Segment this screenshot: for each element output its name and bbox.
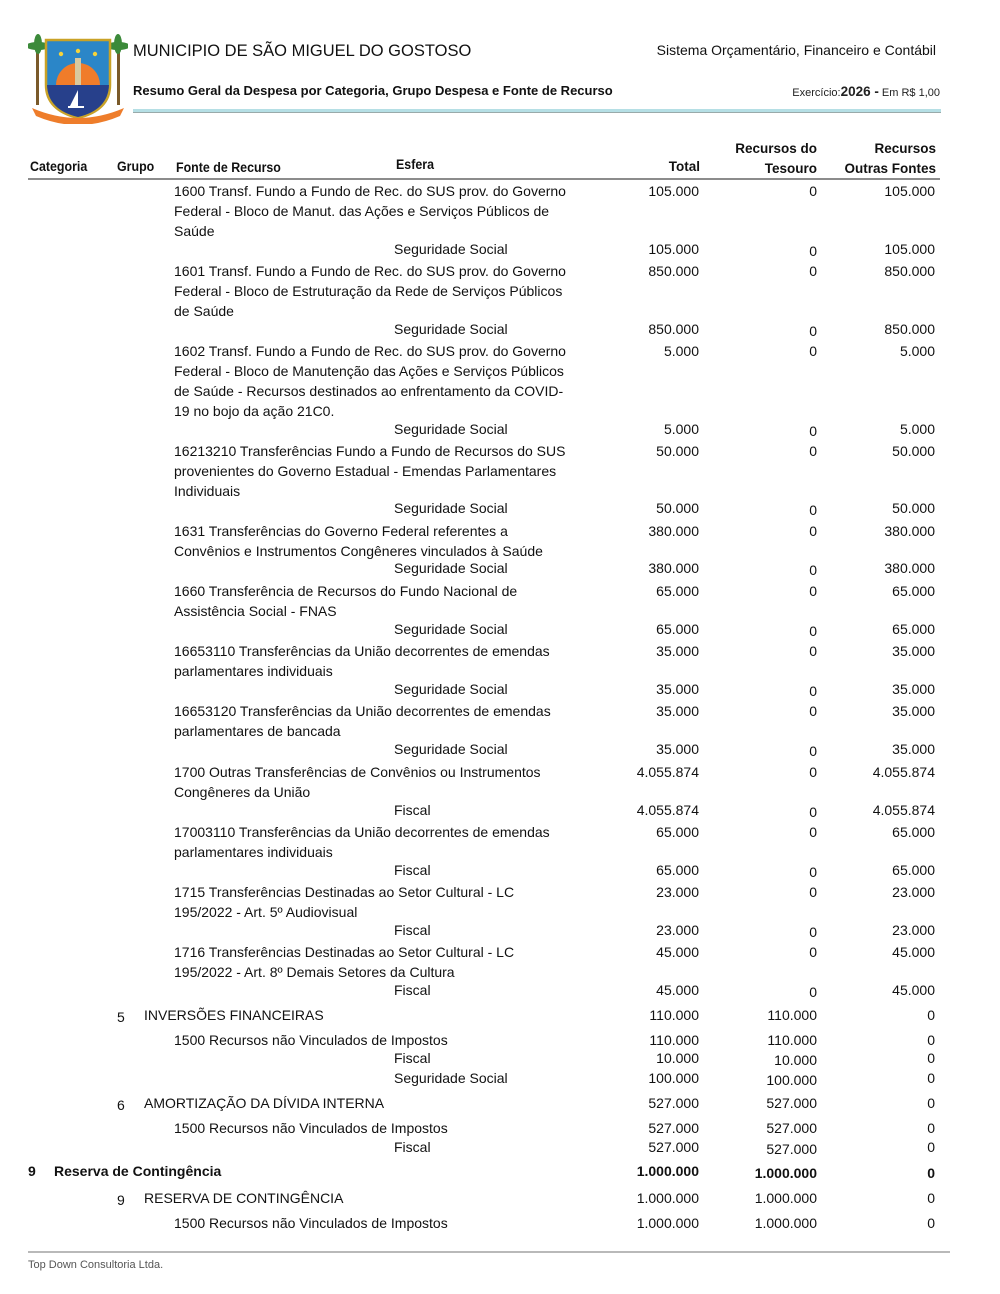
outras-value: 5.000 [899, 343, 935, 359]
total-value: 380.000 [648, 560, 699, 576]
outras-value: 4.055.874 [872, 802, 935, 818]
outras-value: 850.000 [884, 263, 935, 279]
total-value: 50.000 [656, 500, 699, 516]
outras-value: 0 [927, 1165, 935, 1181]
municipal-coat-of-arms-icon [28, 30, 128, 124]
total-value: 35.000 [656, 681, 699, 697]
total-value: 10.000 [656, 1050, 699, 1066]
outras-value: 50.000 [892, 500, 935, 516]
fonte-description: 1716 Transferências Destinadas ao Setor Cultural - LC 195/2022 - Art. 8º Demais Setores da Cultura [174, 944, 515, 980]
fiscal-year-info [792, 84, 940, 99]
outras-value: 35.000 [892, 681, 935, 697]
total-value: 850.000 [648, 321, 699, 337]
esfera-label: Seguridade Social [394, 560, 508, 576]
tesouro-value: 110.000 [767, 1032, 817, 1048]
system-name: Sistema Orçamentário, Financeiro e Contábil [656, 42, 936, 58]
total-value: 23.000 [656, 922, 699, 938]
outras-value: 23.000 [892, 884, 935, 900]
exercicio-year: 2026 - [840, 84, 879, 99]
outras-value: 65.000 [892, 583, 935, 599]
outras-value: 65.000 [892, 862, 935, 878]
outras-value: 0 [927, 1007, 935, 1023]
column-header-fonte: Fonte de Recurso [176, 160, 281, 175]
total-value: 1.000.000 [636, 1215, 699, 1231]
total-value: 45.000 [656, 944, 699, 960]
tesouro-value: 527.000 [766, 1141, 817, 1157]
grupo-name: INVERSÕES FINANCEIRAS [144, 1007, 324, 1023]
fonte-description: 1500 Recursos não Vinculados de Impostos [174, 1032, 448, 1048]
tesouro-value: 0 [809, 864, 817, 880]
total-value: 4.055.874 [636, 764, 699, 780]
report-title: Resumo Geral da Despesa por Categoria, Grupo Despesa e Fonte de Recurso [133, 83, 613, 98]
tesouro-value: 1.000.000 [754, 1165, 817, 1181]
total-value: 527.000 [648, 1120, 699, 1136]
total-value: 65.000 [656, 824, 699, 840]
tesouro-value: 0 [809, 523, 817, 539]
total-value: 527.000 [648, 1095, 699, 1111]
esfera-label: Fiscal [394, 862, 431, 878]
fonte-description: 1631 Transferências do Governo Federal referentes a Convênios e Instrumentos Congêneres vinculados à Saúde [174, 523, 543, 559]
fonte-description: 1602 Transf. Fundo a Fundo de Rec. do SUS prov. do Governo Federal - Bloco de Manutenção das Ações e Serviços Públicos de Saúde - Recursos destinados ao enfrentamento da COVID-19 no bojo da ação 21C0. [174, 343, 566, 419]
tesouro-value: 0 [809, 562, 817, 578]
fonte-description: 16653110 Transferências da União decorrentes de emendas parlamentares individuais [174, 643, 550, 679]
fonte-description: 17003110 Transferências da União decorrentes de emendas parlamentares individuais [174, 824, 550, 860]
outras-value: 0 [927, 1032, 935, 1048]
outras-value: 65.000 [892, 824, 935, 840]
total-value: 50.000 [656, 443, 699, 459]
tesouro-value: 0 [809, 764, 817, 780]
column-header-grupo: Grupo [117, 159, 155, 174]
esfera-label: Seguridade Social [394, 681, 508, 697]
total-value: 1.000.000 [636, 1190, 699, 1206]
tesouro-value: 1.000.000 [754, 1190, 817, 1206]
tesouro-value: 0 [809, 623, 817, 639]
currency-note: Em R$ 1,00 [881, 87, 940, 99]
outras-value: 5.000 [899, 421, 935, 437]
grupo-code: 9 [117, 1192, 125, 1208]
fonte-description: 1700 Outras Transferências de Convênios ou Instrumentos Congêneres da União [174, 764, 541, 800]
tesouro-value: 0 [809, 583, 817, 599]
tesouro-value: 0 [809, 423, 817, 439]
tesouro-value: 527.000 [766, 1120, 817, 1136]
esfera-label: Fiscal [394, 922, 431, 938]
total-value: 850.000 [648, 263, 699, 279]
esfera-label: Fiscal [394, 1139, 431, 1155]
outras-value: 850.000 [884, 321, 935, 337]
column-header-outras-line1: Recursos [874, 141, 936, 156]
tesouro-value: 0 [809, 643, 817, 659]
outras-value: 0 [927, 1070, 935, 1086]
outras-value: 35.000 [892, 703, 935, 719]
fonte-description: 1660 Transferência de Recursos do Fundo Nacional de Assistência Social - FNAS [174, 583, 518, 619]
grupo-code: 6 [117, 1097, 125, 1113]
total-value: 100.000 [648, 1070, 699, 1086]
outras-value: 380.000 [884, 560, 935, 576]
tesouro-value: 0 [809, 683, 817, 699]
fonte-description: 1600 Transf. Fundo a Fundo de Rec. do SUS prov. do Governo Federal - Bloco de Manut. das Ações e Serviços Públicos de Saúde [174, 183, 566, 239]
tesouro-value: 10.000 [774, 1052, 817, 1068]
outras-value: 380.000 [884, 523, 935, 539]
fonte-description: 16653120 Transferências da União decorrentes de emendas parlamentares de bancada [174, 703, 551, 739]
tesouro-value: 0 [809, 703, 817, 719]
tesouro-value: 1.000.000 [754, 1215, 817, 1231]
esfera-label: Fiscal [394, 802, 431, 818]
categoria-name: Reserva de Contingência [54, 1163, 222, 1179]
grupo-name: AMORTIZAÇÃO DA DÍVIDA INTERNA [144, 1095, 385, 1111]
total-value: 105.000 [648, 183, 699, 199]
tesouro-value: 0 [809, 824, 817, 840]
outras-value: 0 [927, 1120, 935, 1136]
grupo-code: 5 [117, 1009, 125, 1025]
column-header-outras-line2: Outras Fontes [844, 161, 936, 176]
tesouro-value: 0 [809, 323, 817, 339]
outras-value: 0 [927, 1215, 935, 1231]
esfera-label: Seguridade Social [394, 500, 508, 516]
footer-divider [28, 1251, 950, 1253]
total-value: 4.055.874 [636, 802, 699, 818]
total-value: 35.000 [656, 643, 699, 659]
outras-value: 35.000 [892, 643, 935, 659]
tesouro-value: 0 [809, 243, 817, 259]
total-value: 45.000 [656, 982, 699, 998]
outras-value: 45.000 [892, 982, 935, 998]
tesouro-value: 0 [809, 743, 817, 759]
fonte-description: 1500 Recursos não Vinculados de Impostos [174, 1120, 448, 1136]
esfera-label: Seguridade Social [394, 621, 508, 637]
column-header-categoria: Categoria [30, 159, 88, 174]
total-value: 65.000 [656, 621, 699, 637]
tesouro-value: 0 [809, 183, 817, 199]
esfera-label: Fiscal [394, 1050, 431, 1066]
total-value: 110.000 [649, 1032, 699, 1048]
tesouro-value: 0 [809, 343, 817, 359]
outras-value: 4.055.874 [872, 764, 935, 780]
outras-value: 35.000 [892, 741, 935, 757]
total-value: 5.000 [663, 343, 699, 359]
outras-value: 50.000 [892, 443, 935, 459]
table-header-divider [28, 178, 940, 180]
outras-value: 65.000 [892, 621, 935, 637]
column-header-tesouro-line2: Tesouro [764, 161, 817, 176]
total-value: 380.000 [648, 523, 699, 539]
total-value: 1.000.000 [636, 1163, 699, 1179]
total-value: 35.000 [656, 741, 699, 757]
footer-company: Top Down Consultoria Ltda. [28, 1259, 164, 1271]
categoria-code: 9 [28, 1163, 36, 1179]
total-value: 65.000 [656, 583, 699, 599]
tesouro-value: 0 [809, 924, 817, 940]
total-value: 23.000 [656, 884, 699, 900]
tesouro-value: 100.000 [766, 1072, 817, 1088]
esfera-label: Seguridade Social [394, 421, 508, 437]
total-value: 35.000 [656, 703, 699, 719]
exercicio-label: Exercício: [792, 87, 841, 99]
tesouro-value: 0 [809, 263, 817, 279]
tesouro-value: 0 [809, 443, 817, 459]
fonte-description: 1715 Transferências Destinadas ao Setor Cultural - LC 195/2022 - Art. 5º Audiovisual [174, 884, 515, 920]
tesouro-value: 0 [809, 884, 817, 900]
esfera-label: Fiscal [394, 982, 431, 998]
tesouro-value: 110.000 [767, 1007, 817, 1023]
outras-value: 45.000 [892, 944, 935, 960]
total-value: 5.000 [663, 421, 699, 437]
municipality-name: MUNICIPIO DE SÃO MIGUEL DO GOSTOSO [133, 42, 472, 60]
total-value: 527.000 [648, 1139, 699, 1155]
header-divider [133, 109, 941, 113]
esfera-label: Seguridade Social [394, 241, 508, 257]
outras-value: 0 [927, 1050, 935, 1066]
tesouro-value: 0 [809, 804, 817, 820]
tesouro-value: 527.000 [766, 1095, 817, 1111]
column-header-esfera: Esfera [396, 157, 434, 172]
tesouro-value: 0 [809, 944, 817, 960]
fonte-description: 1500 Recursos não Vinculados de Impostos [174, 1215, 448, 1231]
column-header-total: Total [668, 159, 700, 174]
outras-value: 105.000 [884, 241, 935, 257]
outras-value: 105.000 [884, 183, 935, 199]
outras-value: 0 [927, 1139, 935, 1155]
grupo-name: RESERVA DE CONTINGÊNCIA [144, 1190, 344, 1206]
esfera-label: Seguridade Social [394, 1070, 508, 1086]
esfera-label: Seguridade Social [394, 321, 508, 337]
outras-value: 23.000 [892, 922, 935, 938]
outras-value: 0 [927, 1190, 935, 1206]
esfera-label: Seguridade Social [394, 741, 508, 757]
outras-value: 0 [927, 1095, 935, 1111]
column-header-tesouro-line1: Recursos do [735, 141, 817, 156]
tesouro-value: 0 [809, 502, 817, 518]
tesouro-value: 0 [809, 984, 817, 1000]
total-value: 110.000 [649, 1007, 699, 1023]
fonte-description: 1601 Transf. Fundo a Fundo de Rec. do SUS prov. do Governo Federal - Bloco de Estruturação da Rede de Serviços Públicos de Saúde [174, 263, 566, 319]
total-value: 105.000 [648, 241, 699, 257]
fonte-description: 16213210 Transferências Fundo a Fundo de Recursos do SUS provenientes do Governo Estadual - Emendas Parlamentares Individuais [174, 443, 566, 499]
total-value: 65.000 [656, 862, 699, 878]
